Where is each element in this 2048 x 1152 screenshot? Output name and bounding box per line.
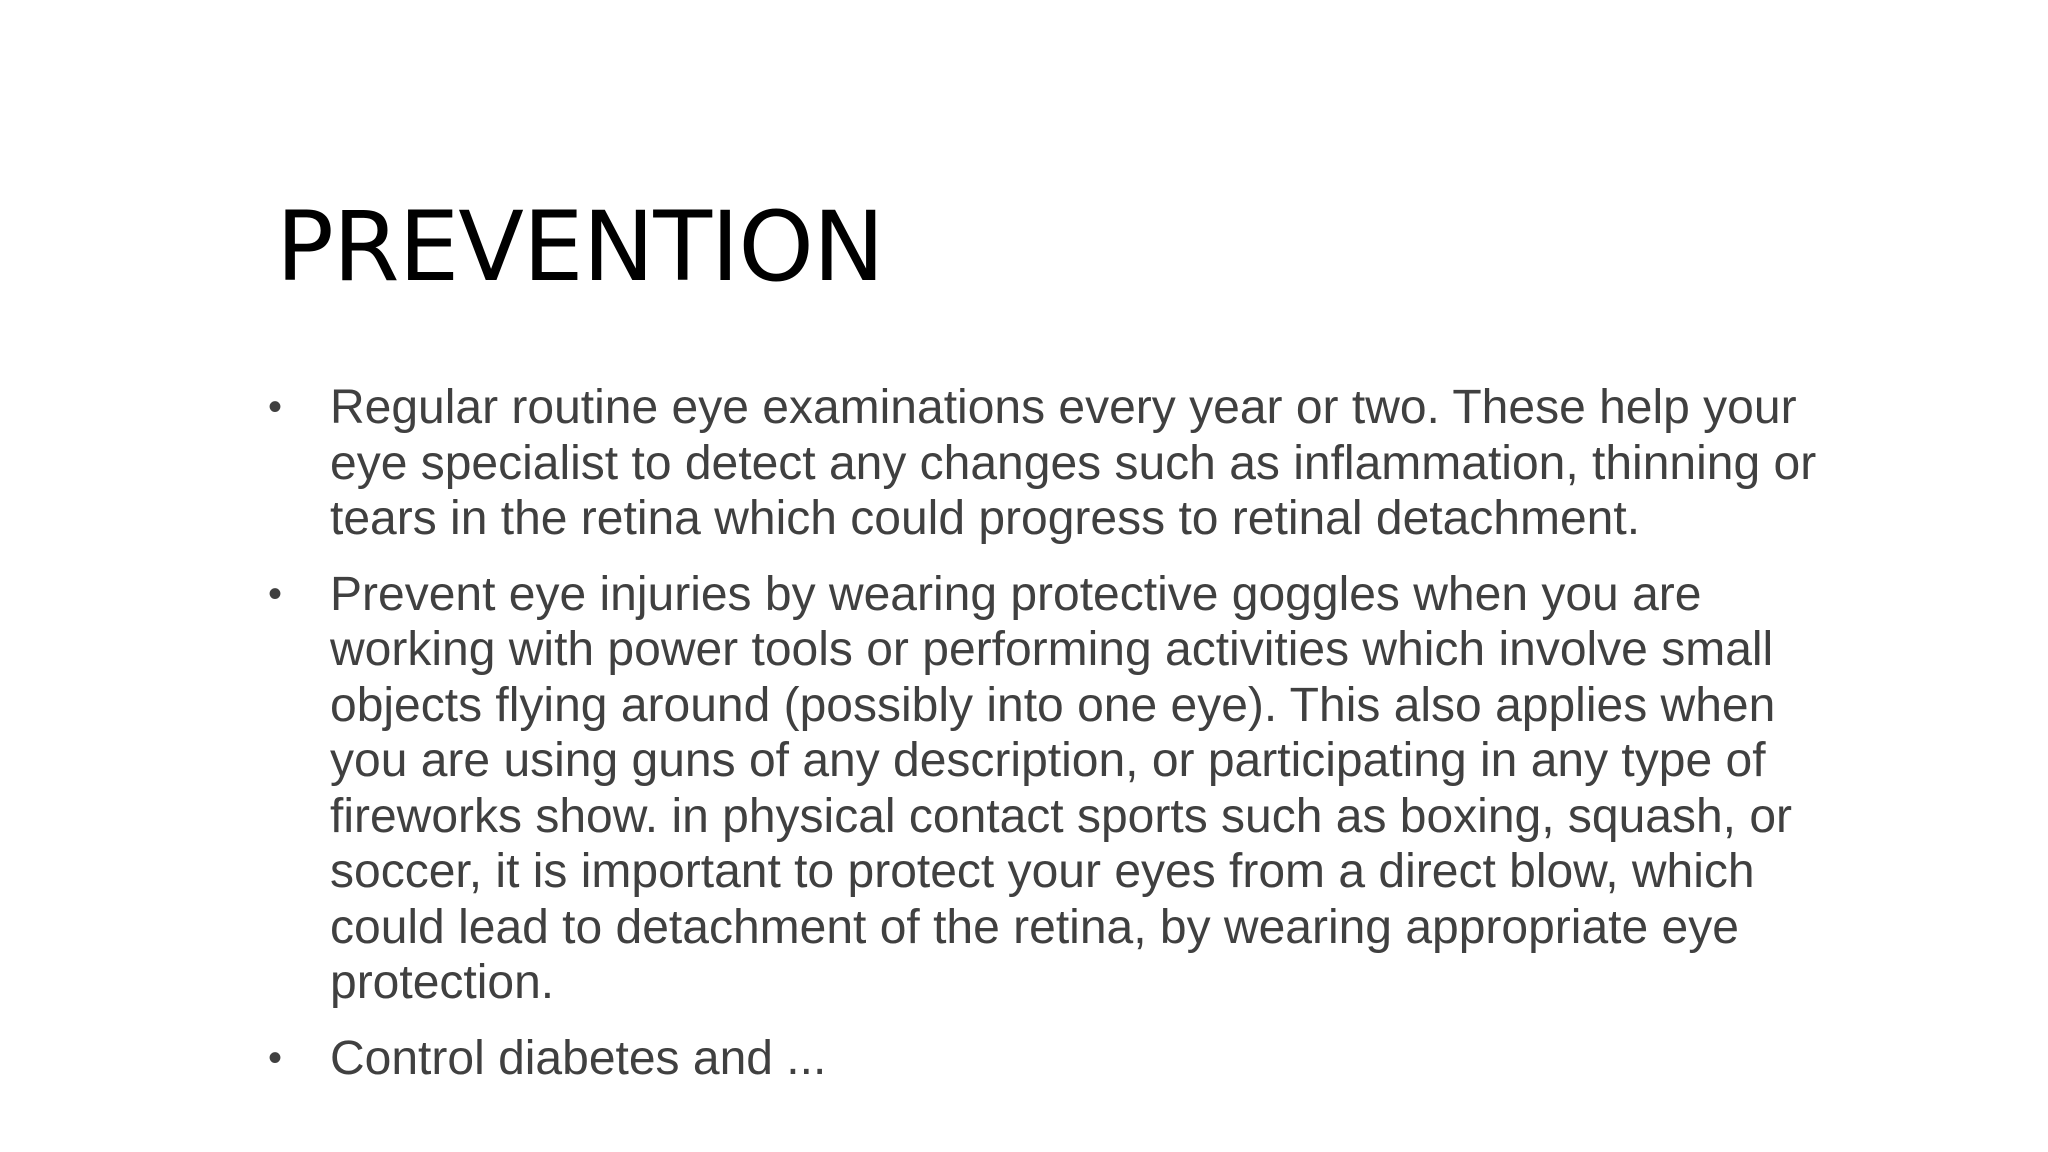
bullet-text: Control diabetes and ... — [330, 1031, 827, 1085]
bullet-icon: • — [268, 571, 283, 616]
bullet-item-eye-injuries — [268, 567, 1818, 1011]
bullet-item-eye-exams — [268, 380, 1818, 547]
bullet-icon: • — [268, 1035, 283, 1080]
bullet-list — [268, 380, 1818, 1106]
bullet-item-partial — [268, 1031, 1818, 1087]
slide-title: PREVENTION — [276, 191, 884, 303]
bullet-icon: • — [268, 385, 283, 429]
bullet-text: Prevent eye injuries by wearing protective goggles when you are working with power tools or performing activities which involve small objects flying around (possibly into one eye). This also applies when you are using guns of any description, or participating in any type of fireworks show. in physical contact sports such as boxing, squash, or soccer, it is important to protect your eyes from a direct blow, which could lead to detachment of the retina, by wearing appropriate eye protection. — [330, 567, 1793, 1009]
bullet-text: Regular routine eye examinations every year or two. These help your eye specialist to detect any changes such as inflammation, thinning or tears in the retina which could progress to retinal detachment. — [330, 381, 1817, 545]
